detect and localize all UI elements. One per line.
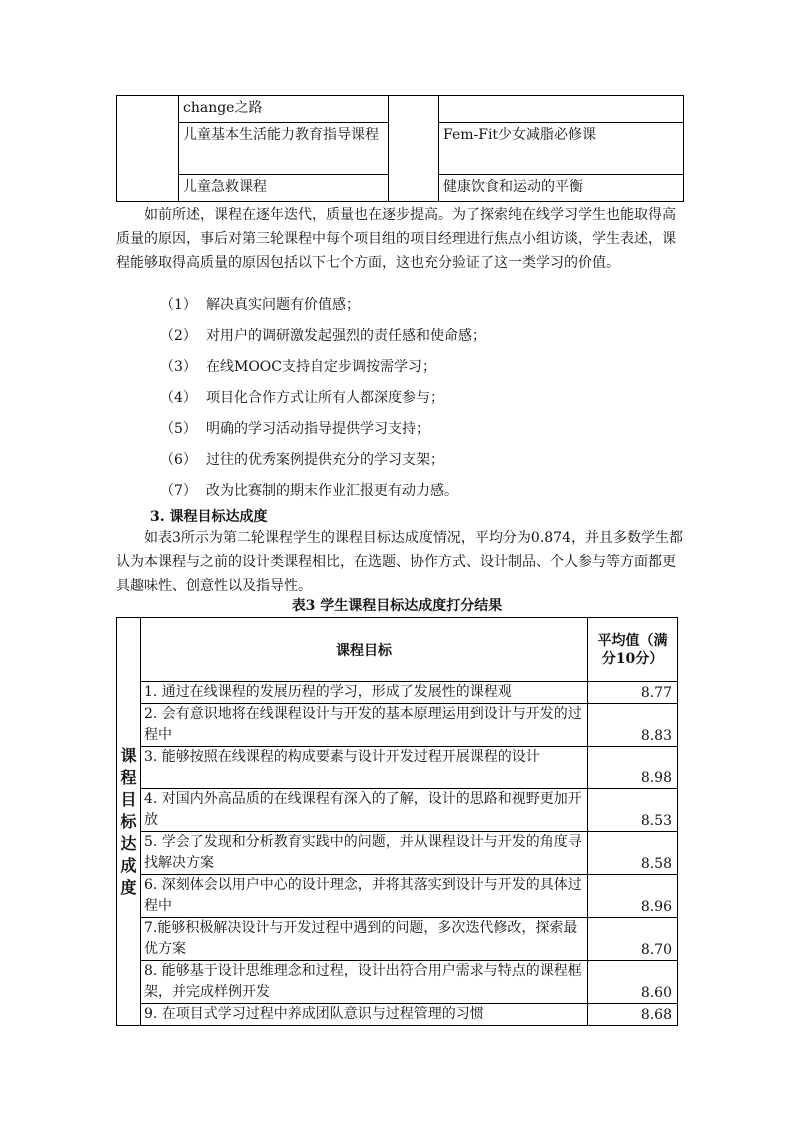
score-cell: 8.96: [588, 875, 678, 918]
goal-cell: 3. 能够按照在线课程的构成要素与设计开发过程开展课程的设计: [141, 747, 588, 789]
list-item: （5） 明确的学习活动指导提供学习支持；: [160, 421, 430, 437]
score-cell: 8.60: [588, 961, 678, 1004]
side-label-cell: [117, 618, 141, 1026]
table-row: [117, 704, 678, 747]
table-row: [117, 961, 678, 1004]
score-cell: 8.83: [588, 704, 678, 747]
table-row: [117, 875, 678, 918]
list-item: （6） 过往的优秀案例提供充分的学习支架；: [160, 452, 444, 468]
goal-cell: 4. 对国内外高品质的在线课程有深入的了解，设计的思路和视野更加开放: [141, 789, 588, 832]
intro-paragraph: 如前所述，课程在逐年迭代，质量也在逐步提高。为了探索纯在线学习学生也能取得高质量的原因，事后对第三轮课程中每个项目组的项目经理进行焦点小组访谈，学生表述，课程能够取得高质量的原因包括以下七个方面，这也充分验证了这一类学习的价值。: [116, 207, 676, 271]
goal-cell: 1. 通过在线课程的发展历程的学习，形成了发展性的课程观: [141, 682, 588, 704]
table-cell: 健康饮食和运动的平衡: [439, 175, 684, 202]
continued-course-table: [116, 95, 684, 202]
goal-cell: 7.能够积极解决设计与开发过程中遇到的问题，多次迭代修改，探索最优方案: [141, 918, 588, 961]
section-heading: 3. 课程目标达成度: [150, 509, 268, 525]
list-item: （2） 对用户的调研激发起强烈的责任感和使命感；: [160, 328, 486, 344]
table-cell: Fem-Fit少女减脂必修课: [439, 123, 684, 175]
table-caption: 表3 学生课程目标达成度打分结果: [291, 598, 503, 614]
table-cell: 儿童急救课程: [179, 175, 389, 202]
table-cell-empty: [117, 96, 179, 202]
table-row: [117, 1004, 678, 1026]
table-cell-empty: [389, 96, 439, 202]
list-item: （1） 解决真实问题有价值感；: [160, 297, 360, 313]
side-label: 课程目标达成度: [120, 745, 137, 897]
score-cell: 8.68: [588, 1004, 678, 1026]
goal-cell: 5. 学会了发现和分析教育实践中的问题，并从课程设计与开发的角度寻找解决方案: [141, 832, 588, 875]
list-item: （7） 改为比赛制的期末作业汇报更有动力感。: [160, 483, 458, 499]
goal-cell: 8. 能够基于设计思维理念和过程，设计出符合用户需求与特点的课程框架，并完成样例开发: [141, 961, 588, 1004]
table-cell: 儿童基本生活能力教育指导课程: [179, 123, 389, 175]
list-item: （4） 项目化合作方式让所有人都深度参与；: [160, 390, 444, 406]
score-cell: 8.70: [588, 918, 678, 961]
header-goal: 课程目标: [141, 618, 588, 682]
score-cell: 8.98: [588, 747, 678, 789]
table-cell: change之路: [179, 96, 389, 123]
section-paragraph: 如表3所示为第二轮课程学生的课程目标达成度情况，平均分为0.874，并且多数学生都认为本课程与之前的设计类课程相比，在选题、协作方式、设计制品、个人参与等方面都更具趣味性、创意性以及指导性。: [116, 530, 683, 594]
score-cell: 8.77: [588, 682, 678, 704]
table-row: [117, 789, 678, 832]
goal-achievement-table: [116, 617, 678, 1026]
goal-cell: 6. 深刻体会以用户中心的设计理念，并将其落实到设计与开发的具体过程中: [141, 875, 588, 918]
score-cell: 8.53: [588, 789, 678, 832]
goal-cell: 2. 会有意识地将在线课程设计与开发的基本原理运用到设计与开发的过程中: [141, 704, 588, 747]
table-row: [117, 832, 678, 875]
table-row: [117, 747, 678, 789]
score-cell: 8.58: [588, 832, 678, 875]
reasons-list: [160, 295, 486, 512]
header-average: 平均值（满分10分）: [588, 618, 678, 682]
table-row: [117, 682, 678, 704]
table-cell: [439, 96, 684, 123]
list-item: （3） 在线MOOC支持自定步调按需学习；: [160, 359, 437, 375]
table-row: [117, 918, 678, 961]
goal-cell: 9. 在项目式学习过程中养成团队意识与过程管理的习惯: [141, 1004, 588, 1026]
